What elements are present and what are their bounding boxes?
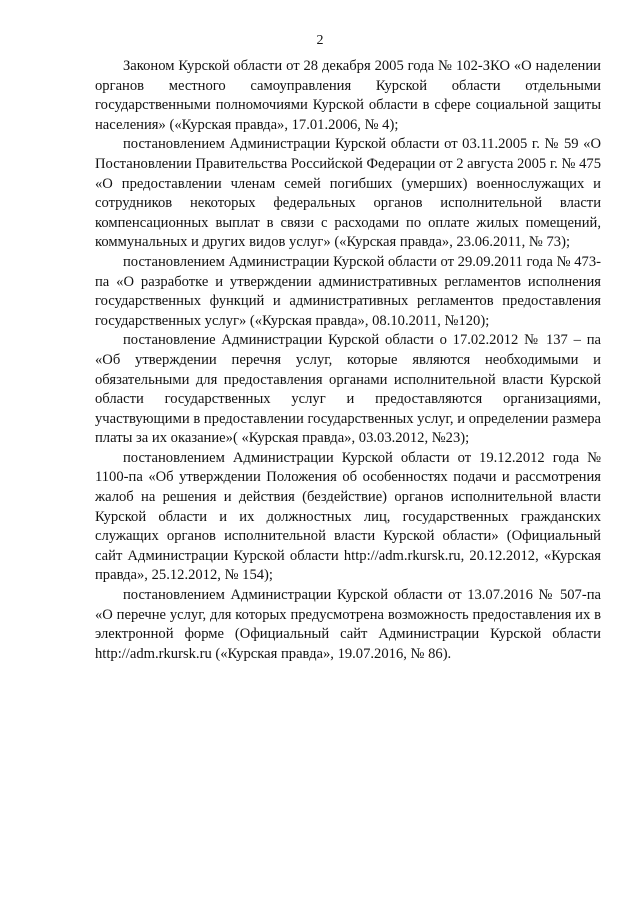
paragraph-resolution-473-pa: постановлением Администрации Курской области от 29.09.2011 года № 473-па «О разработке и утверждении административных регламентов исполнения государственных функций и административных регламентов предоставления государственных услуг» («Курская правда», 08.10.2011, №120); [95,253,601,329]
paragraph-resolution-1100-pa: постановлением Администрации Курской области от 19.12.2012 года № 1100-па «Об утверждении Положения об особенностях подачи и рассмотрения жалоб на решения и действия (бездействие) органов исполнительной власти Курской области и их должностных лиц, государственных гражданских служащих органов исполнительной власти Курской области» (Официальный сайт Администрации Курской области http://adm.rkursk.ru, 20.12.2012, «Курская правда», 25.12.2012, № 154); [95,449,601,584]
page-number: 2 [316,33,324,48]
paragraph-resolution-507-pa: постановлением Администрации Курской области от 13.07.2016 № 507-па «О перечне услуг, для которых предусмотрена возможность предоставления их в электронной форме (Официальный сайт Администрации Курской области http://adm.rkursk.ru («Курская правда», 19.07.2016, № 86). [95,587,601,662]
document-body [95,57,601,664]
paragraph-resolution-137-pa: постановление Администрации Курской области о 17.02.2012 № 137 – па «Об утверждении перечня услуг, которые являются необходимыми и обязательными для предоставления органами исполнительной власти Курской области государственных услуг и предоставляются организациями, участвующими в предоставлении государственных услуг, и определении размера платы за их оказание»( «Курская правда», 03.03.2012, №23); [95,332,601,447]
paragraph-resolution-59: постановлением Администрации Курской области от 03.11.2005 г. № 59 «О Постановлении Правительства Российской Федерации от 2 августа 2005 г. № 475 «О предоставлении членам семей погибших (умерших) военнослужащих и сотрудников некоторых федеральных органов исполнительной власти компенсационных выплат в связи с расходами по оплате жилых помещений, коммунальных и других видов услуг» («Курская правда», 23.06.2011, № 73); [95,136,601,251]
paragraph-law-102-zko: Законом Курской области от 28 декабря 2005 года № 102-ЗКО «О наделении органов местного самоуправления Курской области отдельными государственными полномочиями Курской области в сфере социальной защиты населения» («Курская правда», 17.01.2006, № 4); [95,58,601,133]
